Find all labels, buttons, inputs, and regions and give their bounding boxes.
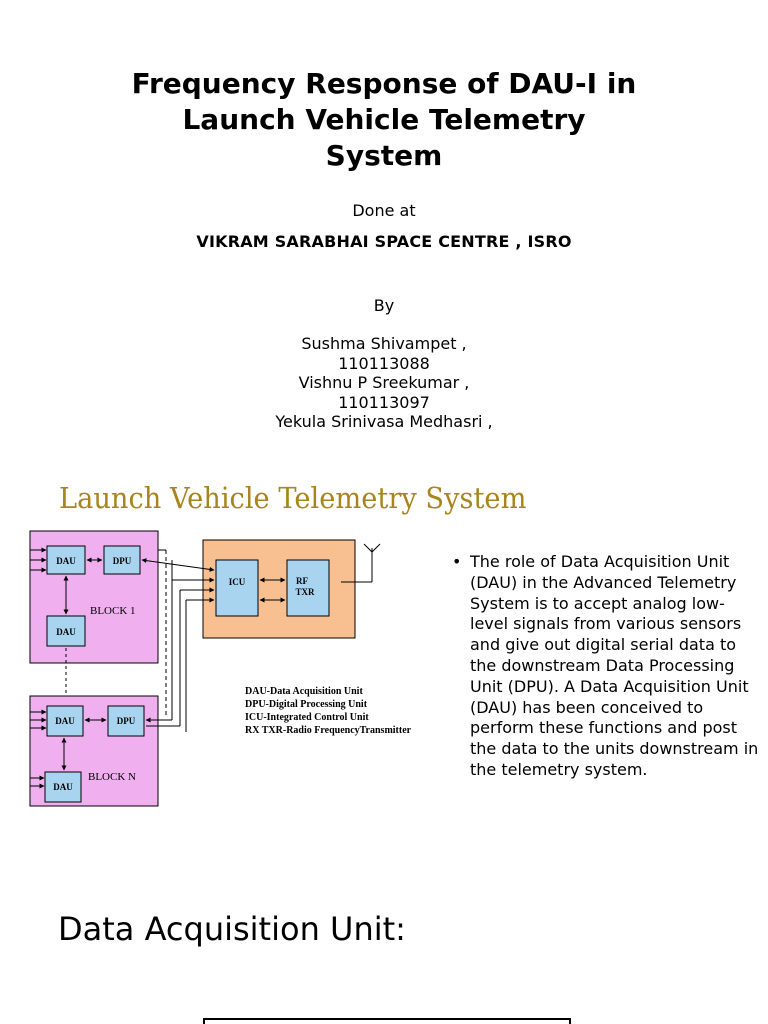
bullet-text: The role of Data Acquisition Unit (DAU) in the Advanced Telemetry System is to accept analog low-level signals from various sensors and give out digital serial data to the downstream Data Processing Unit (DPU). A Data Acquisition Unit (DAU) has been conceived to perform these functions and post the data to the units downstream in the telemetry system. bbox=[470, 552, 759, 779]
document-title bbox=[84, 66, 684, 174]
by-label: By bbox=[373, 296, 395, 315]
block-n-label: BLOCK N bbox=[88, 771, 136, 783]
author-line: Yekula Srinivasa Medhasri , bbox=[275, 412, 493, 431]
author-line: Sushma Shivampet , bbox=[301, 334, 467, 353]
dau-label: DAU bbox=[56, 627, 76, 637]
title-line-1: Frequency Response of DAU-I in bbox=[131, 67, 637, 100]
legend-item: ICU-Integrated Control Unit bbox=[245, 712, 369, 723]
dpu-label: DPU bbox=[116, 716, 136, 726]
slide-title: Launch Vehicle Telemetry System bbox=[59, 481, 527, 515]
txr-label: TXR bbox=[295, 587, 315, 597]
author-line: 110113097 bbox=[338, 392, 430, 412]
organization-name: VIKRAM SARABHAI SPACE CENTRE , ISRO bbox=[196, 232, 572, 251]
icu-label: ICU bbox=[228, 577, 246, 587]
telemetry-block-diagram bbox=[0, 520, 450, 820]
dpu-label: DPU bbox=[112, 556, 132, 566]
author-line: 110113088 bbox=[338, 353, 430, 373]
dau-label: DAU bbox=[55, 716, 75, 726]
done-at-label: Done at bbox=[352, 201, 416, 220]
author-line: Vishnu P Sreekumar , bbox=[298, 373, 470, 392]
bullet-dot: • bbox=[452, 552, 462, 571]
legend-item: DPU-Digital Processing Unit bbox=[245, 699, 368, 710]
diagram-frame bbox=[203, 1018, 571, 1024]
rf-label: RF bbox=[296, 576, 308, 586]
dau-label: DAU bbox=[53, 782, 73, 792]
author-list bbox=[0, 334, 768, 432]
block-1-label: BLOCK 1 bbox=[90, 605, 136, 617]
bullet-point bbox=[452, 552, 762, 781]
legend-item: RX TXR-Radio FrequencyTransmitter bbox=[245, 725, 412, 736]
title-line-2: Launch Vehicle Telemetry bbox=[182, 103, 586, 136]
legend-item: DAU-Data Acquisition Unit bbox=[245, 686, 363, 697]
icu-box bbox=[216, 560, 258, 616]
title-line-3: System bbox=[325, 139, 443, 172]
section-heading: Data Acquisition Unit: bbox=[58, 910, 406, 948]
dau-label: DAU bbox=[56, 556, 76, 566]
